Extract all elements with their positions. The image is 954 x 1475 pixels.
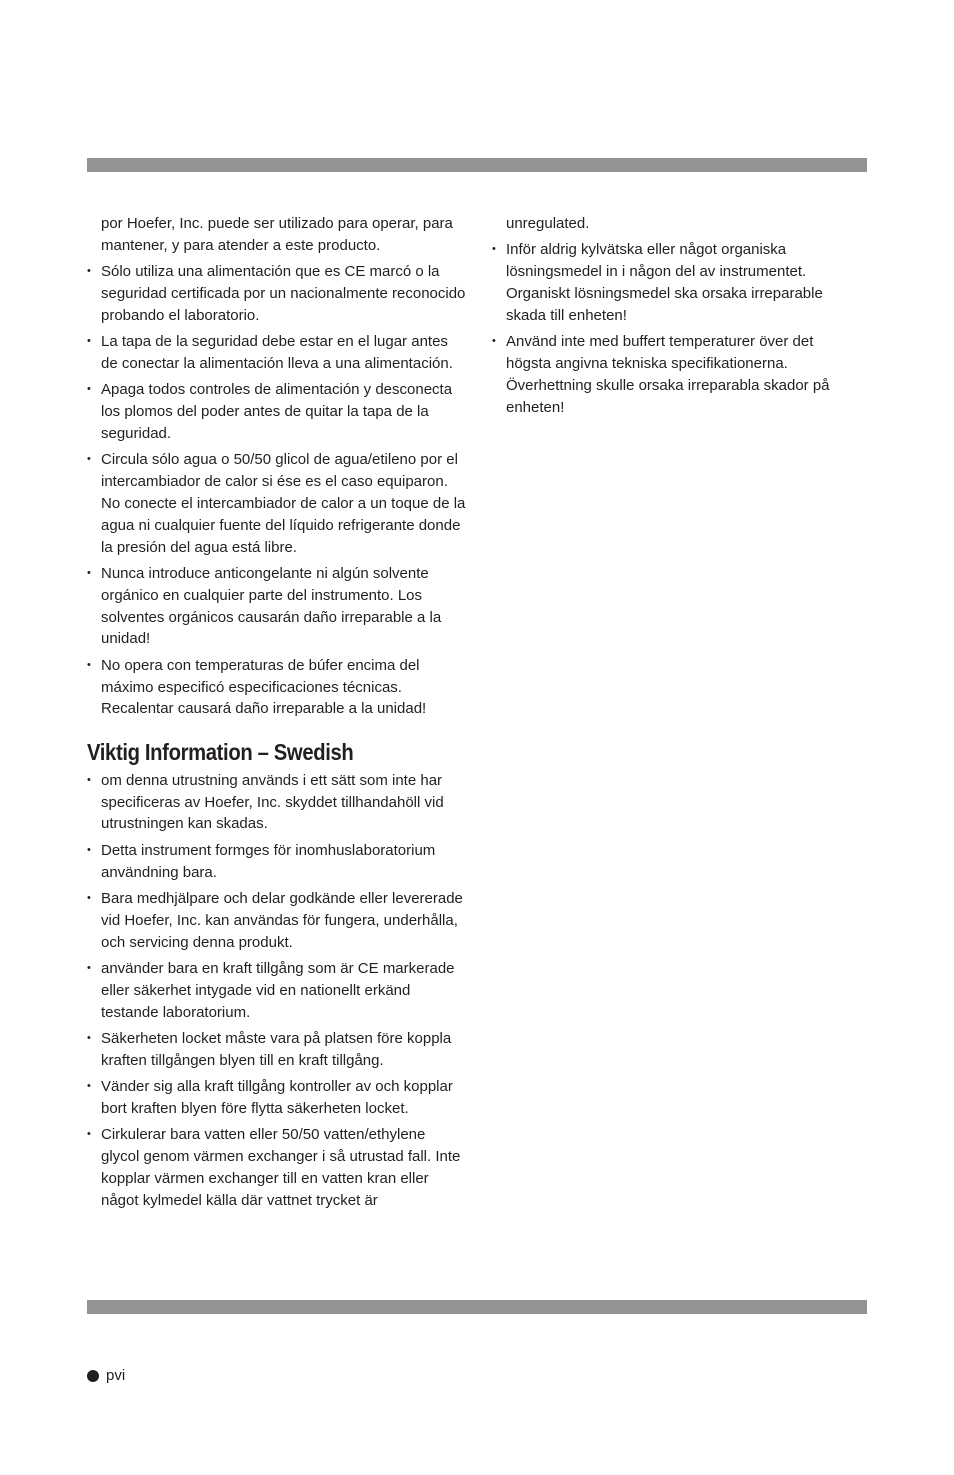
spanish-list <box>87 261 467 720</box>
left-column <box>87 213 467 1216</box>
page-number: pvi <box>106 1367 126 1384</box>
list-item: • använder bara en kraft tillgång som är CE markerade eller säkerhet intygade vid en nationellt erkänd testande laboratorium. <box>87 958 467 1023</box>
list-item: • Bara medhjälpare och delar godkände eller levererade vid Hoefer, Inc. kan användas för fungera, underhålla, och servicing denna produkt. <box>87 888 467 953</box>
list-item: • Detta instrument formges för inomhuslaboratorium användning bara. <box>87 840 467 884</box>
list-item: • Säkerheten locket måste vara på platsen före koppla kraften tillgången blyen till en kraft tillgång. <box>87 1028 467 1072</box>
swedish-list-continued <box>492 239 842 418</box>
list-item: • Inför aldrig kylvätska eller något organiska lösningsmedel in i någon del av instrumentet. Organiskt lösningsmedel ska orsaka irreparable skada till enheten! <box>492 239 842 326</box>
bullet-dot-icon <box>87 1370 99 1382</box>
list-item: • om denna utrustning används i ett sätt som inte har specificeras av Hoefer, Inc. skyddet tillhandahöll vid utrustningen kan skadas. <box>87 770 467 835</box>
list-item: • Nunca introduce anticongelante ni algún solvente orgánico en cualquier parte del instrumento. Los solventes orgánicos causarán daño irreparable a la unidad! <box>87 563 467 650</box>
section-heading: Viktig Information – Swedish <box>87 739 354 766</box>
list-item: • Circula sólo agua o 50/50 glicol de agua/etileno por el intercambiador de calor si ése es el caso equiparon. No conecte el intercambiador de calor a un toque de la agua ni cualquier fuente del líquido refrigerante donde la presión del agua está libre. <box>87 449 467 558</box>
list-item: • Apaga todos controles de alimentación y desconecta los plomos del poder antes de quitar la tapa de la seguridad. <box>87 379 467 444</box>
intro-paragraph: por Hoefer, Inc. puede ser utilizado para operar, para mantener, y para atender a este producto. <box>101 215 453 254</box>
list-item: • Cirkulerar bara vatten eller 50/50 vatten/ethylene glycol genom värmen exchanger i så utrustad fall. Inte kopplar värmen exchanger till en vatten kran eller något kylmedel källa där vattnet trycket är <box>87 1124 467 1211</box>
list-item: • Använd inte med buffert temperaturer över det högsta angivna tekniska specifikationerna. Överhettning skulle orsaka irreparabla skador på enheten! <box>492 331 842 418</box>
footer-rule <box>87 1300 867 1314</box>
header-rule <box>87 158 867 172</box>
page-footer <box>87 1367 125 1384</box>
swedish-list <box>87 770 467 1212</box>
right-column <box>492 213 842 423</box>
list-item: • No opera con temperaturas de búfer encima del máximo especificó especificaciones técnicas. Recalentar causará daño irreparable a la unidad! <box>87 655 467 720</box>
list-item: • La tapa de la seguridad debe estar en el lugar antes de conectar la alimentación lleva a una alimentación. <box>87 331 467 375</box>
continuation-text: unregulated. <box>506 215 590 232</box>
list-item: • Sólo utiliza una alimentación que es CE marcó o la seguridad certificada por un nacionalmente reconocido probando el laboratorio. <box>87 261 467 326</box>
list-item: • Vänder sig alla kraft tillgång kontroller av och kopplar bort kraften blyen före flytta säkerheten locket. <box>87 1076 467 1120</box>
